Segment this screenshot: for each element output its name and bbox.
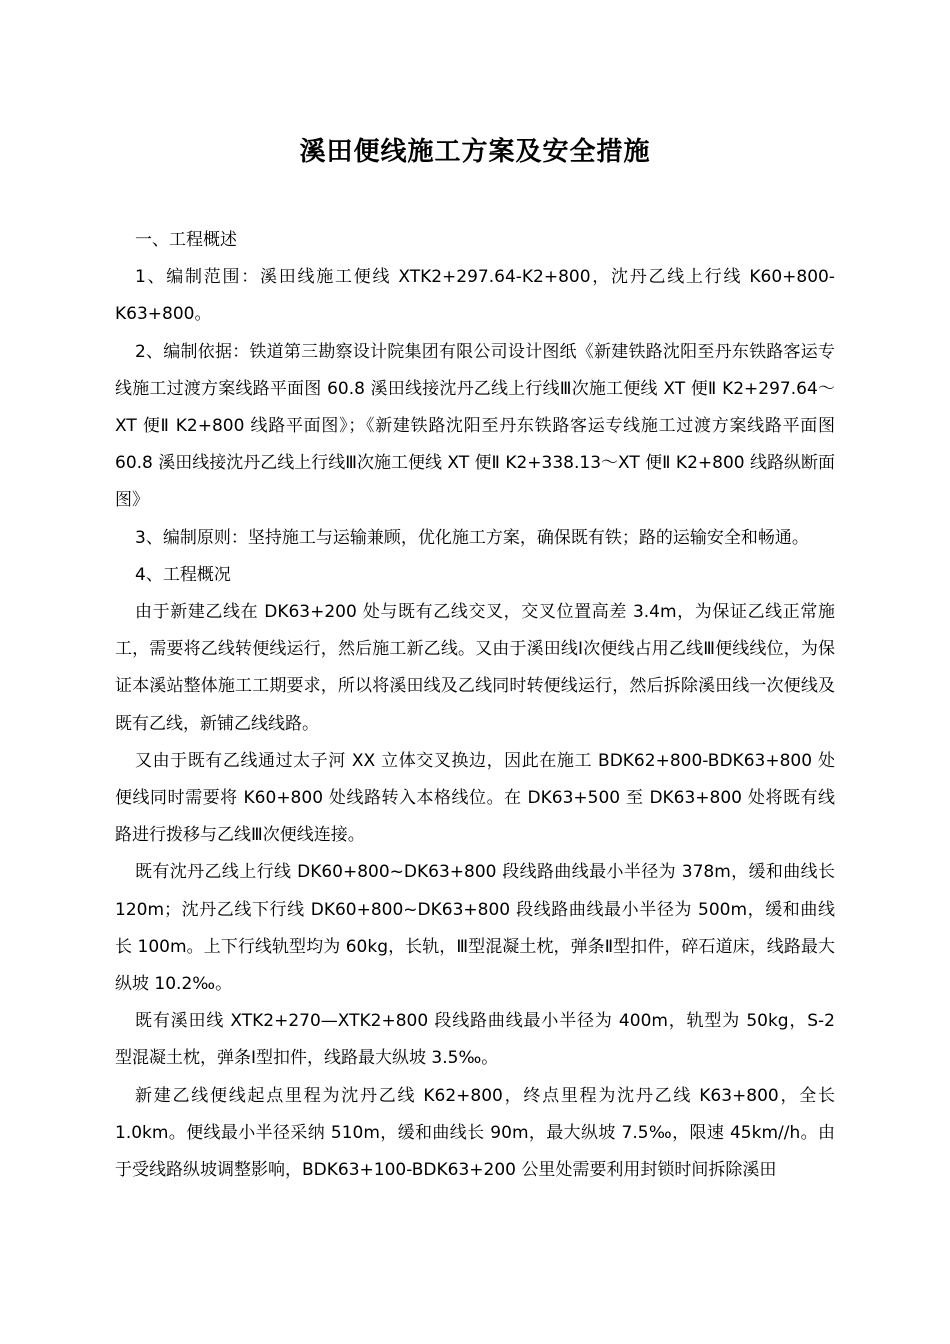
- paragraph-situation-3: 既有沈丹乙线上行线 DK60+800~DK63+800 段线路曲线最小半径为 378m，缓和曲线长 120m；沈丹乙线下行线 DK60+800~DK63+800 段线路曲线最小半径为 500m，缓和曲线长 100m。上下行线轨型均为 60kg，长轨，Ⅲ型混凝土枕，弹条Ⅱ型扣件，碎石道床，线路最大纵坡 10.2‰。: [115, 862, 835, 995]
- paragraph-scope: 1、编制范围：溪田线施工便线 XTK2+297.64-K2+800，沈丹乙线上行线 K60+800-K63+800。: [115, 267, 835, 325]
- paragraph-situation-2: 又由于既有乙线通过太子河 XX 立体交叉换边，因此在施工 BDK62+800-BDK63+800 处便线同时需要将 K60+800 处线路转入本格线位。在 DK63+500 至 DK63+800 处将既有线路进行拨移与乙线Ⅲ次便线连接。: [115, 750, 835, 846]
- document-title: 溪田便线施工方案及安全措施: [299, 137, 651, 167]
- paragraph-situation-5: 新建乙线便线起点里程为沈丹乙线 K62+800，终点里程为沈丹乙线 K63+800，全长 1.0km。便线最小半径采纳 510m，缓和曲线长 90m，最大纵坡 7.5‰，限速 45km//h。由于受线路纵坡调整影响，BDK63+100-BDK63+200 公里处需要利用封锁时间拆除溪田: [115, 1085, 835, 1181]
- section-heading-overview: 一、工程概述: [135, 230, 237, 250]
- paragraph-principle: 3、编制原则：坚持施工与运输兼顾，优化施工方案，确保既有铁；路的运输安全和畅通。: [135, 527, 809, 548]
- subsection-heading-situation: 4、工程概况: [135, 564, 231, 585]
- paragraph-situation-1: 由于新建乙线在 DK63+200 处与既有乙线交叉，交叉位置高差 3.4m，为保证乙线正常施工，需要将乙线转便线运行，然后施工新乙线。又由于溪田线Ⅰ次便线占用乙线Ⅲ便线线位，为保证本溪站整体施工工期要求，所以将溪田线及乙线同时转便线运行，然后拆除溪田线一次便线及既有乙线，新铺乙线线路。: [115, 602, 835, 734]
- paragraph-situation-4: 既有溪田线 XTK2+270—XTK2+800 段线路曲线最小半径为 400m，轨型为 50kg，S-2 型混凝土枕，弹条Ⅰ型扣件，线路最大纵坡 3.5‰。: [115, 1011, 835, 1069]
- document-body: [115, 222, 835, 1189]
- paragraph-basis: 2、编制依据：铁道第三勘察设计院集团有限公司设计图纸《新建铁路沈阳至丹东铁路客运专线施工过渡方案线路平面图 60.8 溪田线接沈丹乙线上行线Ⅲ次施工便线 XT 便Ⅱ K2+297.64～XT 便Ⅱ K2+800 线路平面图》；《新建铁路沈阳至丹东铁路客运专线施工过渡方案线路平面图 60.8 溪田线接沈丹乙线上行线Ⅲ次施工便线 XT 便Ⅱ K2+338.13～XT 便Ⅱ K2+800 线路纵断面图》: [115, 341, 835, 511]
